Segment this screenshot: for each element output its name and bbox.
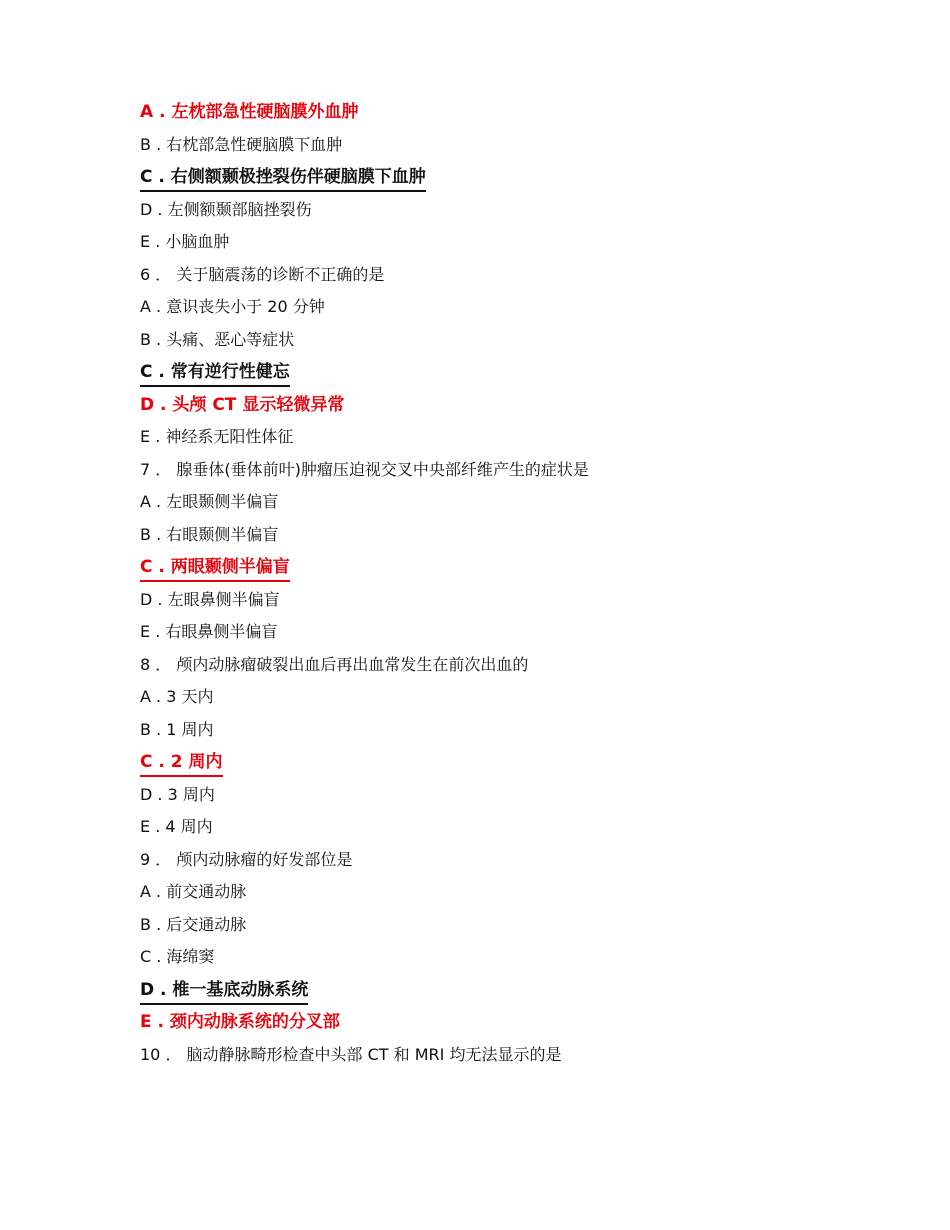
question-text: 6 ． 关于脑震荡的诊断不正确的是 bbox=[140, 264, 385, 284]
option-text: E . 神经系无阳性体征 bbox=[140, 427, 294, 446]
option-text: C . 右侧额颞极挫裂伤伴硬脑膜下血肿 bbox=[140, 164, 426, 192]
option-text: D . 左眼鼻侧半偏盲 bbox=[140, 589, 280, 609]
option-line-answer bbox=[140, 552, 900, 585]
option-text: E . 颈内动脉系统的分叉部 bbox=[140, 1012, 340, 1032]
option-line bbox=[140, 780, 900, 813]
option-line-answer bbox=[140, 747, 900, 780]
question-stem bbox=[140, 260, 900, 293]
option-text: A . 意识丧失小于 20 分钟 bbox=[140, 297, 325, 316]
option-line bbox=[140, 422, 900, 455]
option-line-answer bbox=[140, 357, 900, 390]
option-line-answer bbox=[140, 390, 900, 423]
option-line bbox=[140, 715, 900, 748]
option-line bbox=[140, 942, 900, 975]
option-text: D . 椎一基底动脉系统 bbox=[140, 977, 308, 1005]
option-line bbox=[140, 682, 900, 715]
option-line bbox=[140, 227, 900, 260]
option-text: C . 2 周内 bbox=[140, 749, 223, 777]
option-text: B . 右眼颞侧半偏盲 bbox=[140, 524, 279, 544]
option-text: D . 头颅 CT 显示轻微异常 bbox=[140, 394, 345, 415]
option-line bbox=[140, 877, 900, 910]
option-text: D . 3 周内 bbox=[140, 784, 215, 804]
option-text: E . 右眼鼻侧半偏盲 bbox=[140, 622, 278, 641]
option-text: A . 3 天内 bbox=[140, 687, 214, 706]
option-text: B . 右枕部急性硬脑膜下血肿 bbox=[140, 134, 343, 154]
option-text: D . 左侧额颞部脑挫裂伤 bbox=[140, 199, 312, 219]
question-text: 7 ． 腺垂体(垂体前叶)肿瘤压迫视交叉中央部纤维产生的症状是 bbox=[140, 459, 589, 479]
option-line bbox=[140, 130, 900, 163]
question-text: 8 ． 颅内动脉瘤破裂出血后再出血常发生在前次出血的 bbox=[140, 654, 529, 674]
question-text: 9 ． 颅内动脉瘤的好发部位是 bbox=[140, 849, 353, 869]
option-line bbox=[140, 617, 900, 650]
option-line-answer bbox=[140, 97, 900, 130]
option-text: C . 常有逆行性健忘 bbox=[140, 359, 290, 387]
option-text: B . 后交通动脉 bbox=[140, 914, 247, 934]
option-text: A . 左枕部急性硬脑膜外血肿 bbox=[140, 102, 359, 122]
option-text: A . 前交通动脉 bbox=[140, 882, 247, 901]
option-text: B . 1 周内 bbox=[140, 719, 214, 739]
option-line bbox=[140, 487, 900, 520]
option-line-answer bbox=[140, 162, 900, 195]
option-line-answer bbox=[140, 1007, 900, 1040]
option-text: E . 小脑血肿 bbox=[140, 232, 230, 251]
option-line bbox=[140, 520, 900, 553]
option-text: E . 4 周内 bbox=[140, 817, 213, 836]
option-text: C . 两眼颞侧半偏盲 bbox=[140, 554, 290, 582]
option-line bbox=[140, 195, 900, 228]
option-line-answer bbox=[140, 975, 900, 1008]
question-stem bbox=[140, 845, 900, 878]
option-line bbox=[140, 292, 900, 325]
question-text: 10 ． 脑动静脉畸形检查中头部 CT 和 MRI 均无法显示的是 bbox=[140, 1044, 562, 1064]
question-stem bbox=[140, 455, 900, 488]
option-line bbox=[140, 325, 900, 358]
question-stem bbox=[140, 1040, 900, 1073]
option-line bbox=[140, 585, 900, 618]
question-stem bbox=[140, 650, 900, 683]
option-line bbox=[140, 812, 900, 845]
option-text: C . 海绵窦 bbox=[140, 947, 215, 966]
option-text: A . 左眼颞侧半偏盲 bbox=[140, 492, 279, 511]
option-text: B . 头痛、恶心等症状 bbox=[140, 329, 295, 349]
question-list bbox=[140, 97, 900, 1072]
option-line bbox=[140, 910, 900, 943]
